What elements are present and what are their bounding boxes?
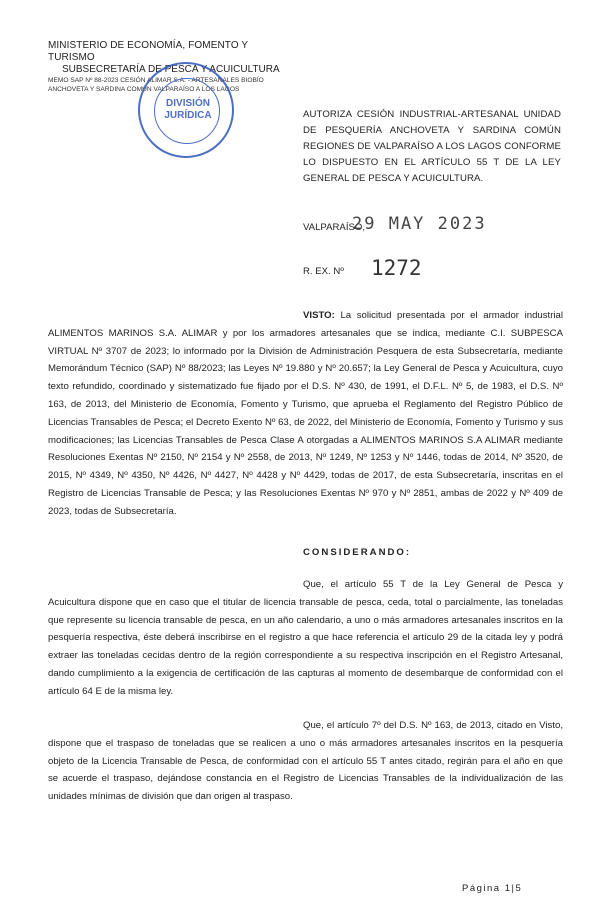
considerando-paragraph-1: Que, el artículo 55 T de la Ley General de Pesca y Acuicultura dispone que en caso que el titular de licencia transable de pesca, ceda, total o parcialmente, las toneladas que represente su licencia transable de pesca, en un año calendario, a uno o más armadores artesanales inscritos en la pesquería respectiva, éste deberá inscribirse en el registro a que hace referencia el artículo 29 de la citada ley y podrá extraer las toneladas cecidas dentro de la región correspondiente a su respectiva inscripción en el Registro Artesanal, dando cumplimiento a la exigencia de certificación de las capturas al momento de desembarque de conformidad con el artículo 64 E de la misma ley. [48, 579, 563, 697]
subsecretaria-name: SUBSECRETARÍA DE PESCA Y ACUICULTURA [62, 64, 280, 75]
memo-reference: MEMO SAP Nº 88-2023 CESIÓN ALIMAR S.A. - ARTESANALES BIOBÍO ANCHOVETA Y SARDINA COMÚN VALPARAÍSO A LOS LAGOS [48, 77, 264, 93]
stamp-line-2: JURÍDICA [164, 110, 212, 121]
rex-number: 1272 [371, 256, 422, 280]
resolution-subject: AUTORIZA CESIÓN INDUSTRIAL-ARTESANAL UNIDAD DE PESQUERÍA ANCHOVETA Y SARDINA COMÚN REGIONES DE VALPARAÍSO A LOS LAGOS CONFORME LO DISPUESTO EN EL ARTÍCULO 55 T DE LA LEY GENERAL DE PESCA Y ACUICULTURA. [303, 109, 561, 184]
stamp-text [140, 98, 236, 122]
visto-text: La solicitud presentada por el armador industrial ALIMENTOS MARINOS S.A. ALIMAR y por los armadores artesanales que se indica, mediante C.I. SUBPESCA VIRTUAL Nº 3707 de 2023; lo informado por la División de Administración Pesquera de esta Subsecretaría, mediante Memorándum Técnico (SAP) Nº 88/2023; las Leyes Nº 19.880 y Nº 20.657; la Ley General de Pesca y Acuicultura, cuyo texto refundido, coordinado y sistematizado fue fijado por el D.S. Nº 430, de 1991, el D.F.L. Nº 5, de 1983, el D.S. Nº 163, de 2013, del Ministerio de Economía, Fomento y Turismo, que aprueba el Reglamento del Registro Público de Licencias Transables de Pesca; el Decreto Exento Nº 63, de 2022, del Ministerio de Economía, Fomento y Turismo y sus modificaciones; las Licencias Transables de Pesca Clase A otorgadas a ALIMENTOS MARINOS S.A ALIMAR mediante Resoluciones Exentas Nº 2150, Nº 2154 y Nº 2558, de 2013, Nº 1249, Nº 1253 y Nº 1446, todas de 2014, Nº 3520, de 2015, Nº 4349, Nº 4350, Nº 4426, Nº 4427, Nº 4428 y Nº 4429, todas de 2017, de esta Subsecretaría, inscritas en el Registro de Licencias Transable de Pesca; y las Resoluciones Exentas Nº 970 y Nº 2851, ambas de 2022 y Nº 409 de 2023, todas de Subsecretaría. [48, 310, 563, 517]
visto-label: VISTO: [303, 310, 335, 321]
considerando-paragraph-2: Que, el artículo 7º del D.S. Nº 163, de 2013, citado en Visto, dispone que el traspaso de toneladas que se realicen a uno o más armadores artesanales inscritos en la pesquería objeto de la Licencia Transable de Pesca, de conformidad con el artículo 55 T antes citado, regirán para el año en que se acuerde el traspaso, dejándose constancia en el Registro de Licencias Transables de la individualización de las unidades mínimas de división que dan origen al traspaso. [48, 720, 563, 803]
considerando-heading: CONSIDERANDO: [303, 547, 412, 558]
stamp-line-1: DIVISIÓN [166, 98, 210, 109]
resolution-date: 29 MAY 2023 [352, 214, 487, 234]
place-label: VALPARAÍSO, [303, 222, 366, 233]
page-number: Página 1|5 [462, 883, 523, 894]
visto-paragraph [48, 307, 563, 521]
ministry-name: MINISTERIO DE ECONOMÍA, FOMENTO Y TURISMO [48, 40, 248, 63]
division-juridica-stamp [138, 62, 234, 158]
rex-label: R. EX. Nº [303, 266, 344, 277]
